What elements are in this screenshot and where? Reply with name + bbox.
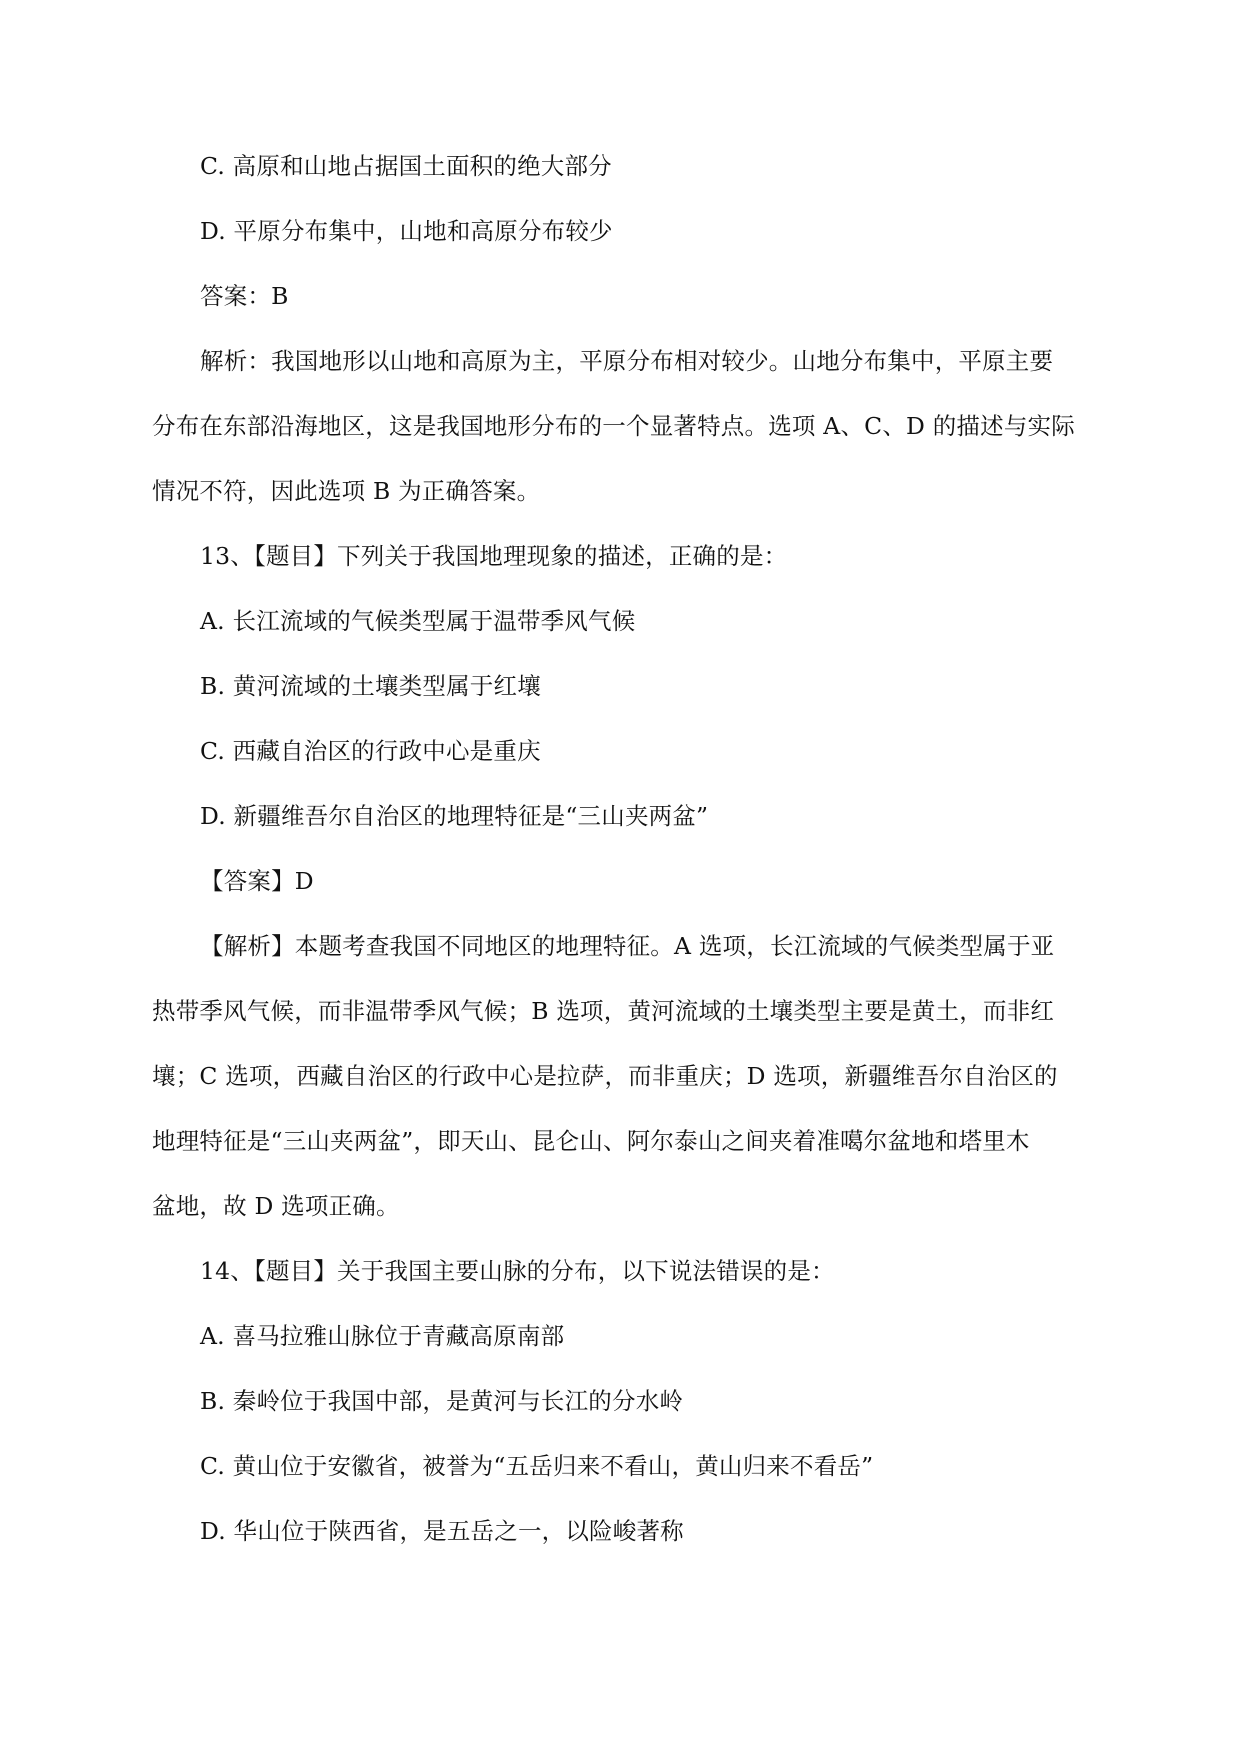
question-13-title: 13、【题目】下列关于我国地理现象的描述，正确的是： bbox=[200, 542, 788, 570]
analysis-q12-line-3: 情况不符，因此选项 B 为正确答案。 bbox=[152, 477, 541, 505]
option-b-q14: B. 秦岭位于我国中部，是黄河与长江的分水岭 bbox=[200, 1387, 684, 1415]
question-14-title: 14、【题目】关于我国主要山脉的分布，以下说法错误的是： bbox=[200, 1257, 835, 1285]
option-a-q13: A. 长江流域的气候类型属于温带季风气候 bbox=[200, 607, 636, 635]
analysis-q12-line-2: 分布在东部沿海地区，这是我国地形分布的一个显著特点。选项 A、C、D 的描述与实际 bbox=[152, 412, 1075, 440]
option-a-q14: A. 喜马拉雅山脉位于青藏高原南部 bbox=[200, 1322, 565, 1350]
analysis-q13-line-4: 地理特征是“三山夹两盆”，即天山、昆仑山、阿尔泰山之间夹着准噶尔盆地和塔里木 bbox=[152, 1127, 1030, 1155]
answer-q12: 答案：B bbox=[200, 282, 289, 310]
option-b-q13: B. 黄河流域的土壤类型属于红壤 bbox=[200, 672, 541, 700]
option-c-q12: C. 高原和山地占据国土面积的绝大部分 bbox=[200, 152, 612, 180]
analysis-q13-line-5: 盆地，故 D 选项正确。 bbox=[152, 1192, 400, 1220]
analysis-q13-line-2: 热带季风气候，而非温带季风气候；B 选项，黄河流域的土壤类型主要是黄土，而非红 bbox=[152, 997, 1055, 1025]
analysis-q13-line-3: 壤；C 选项，西藏自治区的行政中心是拉萨，而非重庆；D 选项，新疆维吾尔自治区的 bbox=[152, 1062, 1058, 1090]
option-d-q12: D. 平原分布集中，山地和高原分布较少 bbox=[200, 217, 613, 245]
option-c-q13: C. 西藏自治区的行政中心是重庆 bbox=[200, 737, 541, 765]
analysis-q13-line-1: 【解析】本题考查我国不同地区的地理特征。A 选项，长江流域的气候类型属于亚 bbox=[200, 932, 1055, 960]
option-c-q14: C. 黄山位于安徽省，被誉为“五岳归来不看山，黄山归来不看岳” bbox=[200, 1452, 874, 1480]
analysis-q12-line-1: 解析：我国地形以山地和高原为主，平原分布相对较少。山地分布集中，平原主要 bbox=[200, 347, 1054, 375]
option-d-q13: D. 新疆维吾尔自治区的地理特征是“三山夹两盆” bbox=[200, 802, 709, 830]
option-d-q14: D. 华山位于陕西省，是五岳之一，以险峻著称 bbox=[200, 1517, 684, 1545]
answer-q13: 【答案】D bbox=[200, 867, 314, 895]
